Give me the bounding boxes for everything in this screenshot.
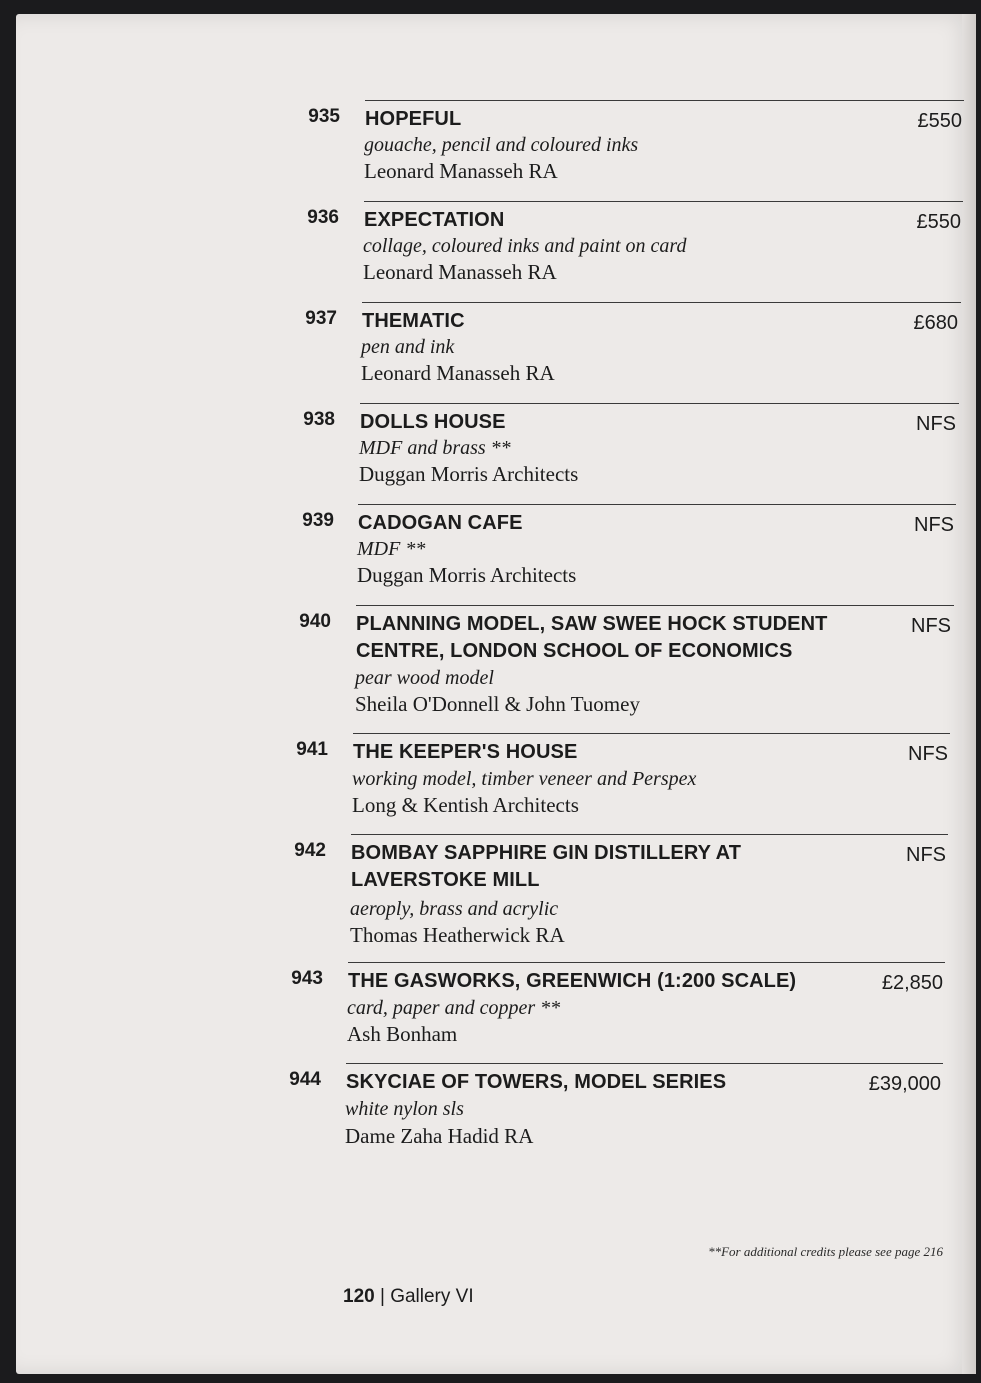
entry-title: BOMBAY SAPPHIRE GIN DISTILLERY AT LAVERSTOKE MILL [351,842,742,891]
catalogue-entry-939 [16,504,976,614]
entry-number: 939 [302,510,334,531]
catalogue-entry-941 [16,733,976,843]
entry-rule [348,962,945,963]
catalogue-entry-937 [16,302,976,412]
entry-price: NFS [906,844,946,866]
entry-title: THE GASWORKS, GREENWICH (1:200 SCALE) [348,970,797,992]
entry-number: 935 [308,106,340,127]
catalogue-entry-943 [16,962,976,1072]
entry-medium: aeroply, brass and acrylic [350,898,559,920]
entry-medium: working model, timber veneer and Perspex [352,768,697,790]
entry-medium: gouache, pencil and coloured inks [364,134,639,156]
catalogue-entry-938 [16,403,976,513]
entry-title: CADOGAN CAFE [358,512,523,534]
entry-number: 941 [296,739,328,760]
catalogue-entry-944 [16,1063,976,1173]
entry-medium: card, paper and copper ** [347,997,561,1019]
entry-price: £39,000 [868,1073,941,1095]
entry-rule [364,201,963,202]
page-folio [343,1286,474,1308]
entry-medium: MDF and brass ** [359,437,511,459]
entry-number: 940 [299,611,331,632]
entry-artist: Leonard Manasseh RA [364,159,558,183]
entry-medium: MDF ** [357,538,426,560]
entry-title: SKYCIAE OF TOWERS, MODEL SERIES [346,1071,727,1093]
entry-rule [346,1063,943,1064]
catalogue-entry-936 [16,201,976,311]
catalogue-page [16,14,976,1374]
entry-artist: Long & Kentish Architects [352,793,579,817]
catalogue-entry-940 [16,605,976,715]
catalogue-entry-935 [16,100,976,210]
entry-artist: Duggan Morris Architects [359,462,579,486]
folio-separator: | [374,1286,391,1307]
entry-title: PLANNING MODEL, SAW SWEE HOCK STUDENT CENTRE, LONDON SCHOOL OF ECONOMICS [356,613,828,662]
entry-title: DOLLS HOUSE [360,411,506,433]
page-number: 120 [343,1286,375,1307]
entry-rule [353,733,950,734]
entry-rule [351,834,948,835]
entry-rule [360,403,959,404]
section-name: Gallery VI [390,1286,474,1307]
entry-price: NFS [908,743,948,765]
entry-title: THE KEEPER'S HOUSE [353,741,578,763]
entry-number: 936 [307,207,339,228]
entry-rule [362,302,961,303]
entry-price: £550 [917,110,962,132]
entry-title: THEMATIC [362,310,465,332]
entry-price: £550 [916,211,961,233]
entry-artist: Thomas Heatherwick RA [350,923,565,947]
entry-title: HOPEFUL [365,108,462,130]
entry-price: £2,850 [881,972,943,994]
catalogue-entry-942 [16,834,976,947]
entry-rule [365,100,964,101]
entry-rule [356,605,954,606]
entry-number: 943 [291,968,323,989]
entry-price: NFS [911,615,951,637]
entry-medium: pear wood model [355,667,494,689]
entry-artist: Leonard Manasseh RA [361,361,555,385]
entry-title: EXPECTATION [364,209,505,231]
footnote: **For additional credits please see page 216 [708,1244,943,1259]
entry-price: NFS [914,514,954,536]
entry-number: 944 [289,1069,321,1090]
entry-number: 938 [303,409,335,430]
entry-price: £680 [913,312,958,334]
entry-artist: Ash Bonham [347,1022,458,1046]
entry-artist: Sheila O'Donnell & John Tuomey [355,692,640,716]
entry-price: NFS [916,413,956,435]
entry-number: 942 [294,840,326,861]
entry-artist: Duggan Morris Architects [357,563,577,587]
entry-rule [358,504,956,505]
entry-medium: collage, coloured inks and paint on card [363,235,687,257]
entry-artist: Dame Zaha Hadid RA [345,1124,534,1148]
entry-medium: white nylon sls [345,1098,464,1120]
entry-artist: Leonard Manasseh RA [363,260,557,284]
entry-number: 937 [305,308,337,329]
entry-medium: pen and ink [361,336,455,358]
